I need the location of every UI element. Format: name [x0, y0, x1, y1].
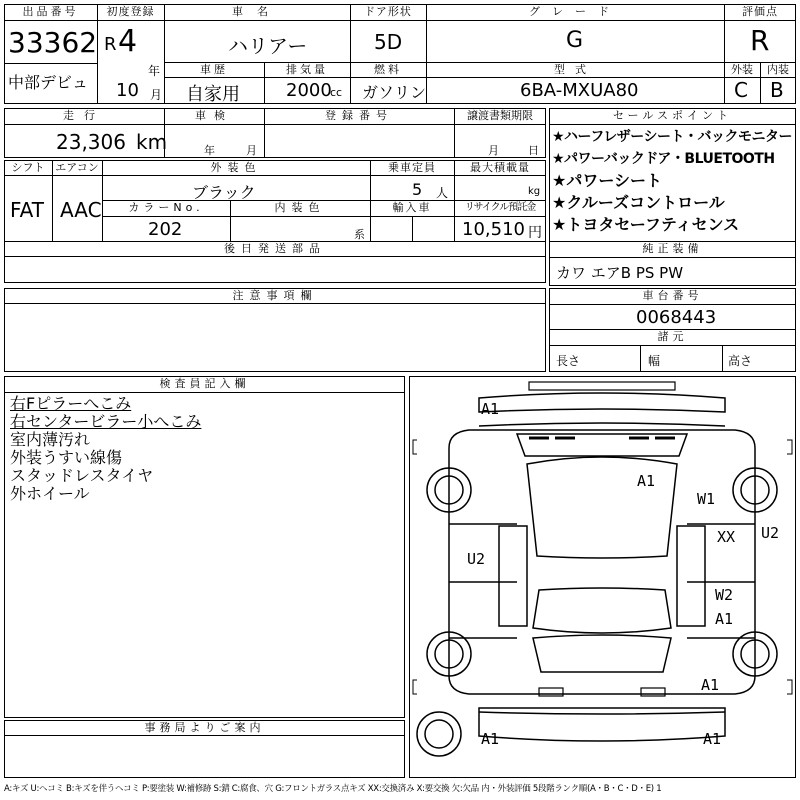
int-score: B — [770, 78, 784, 102]
equipment-value: カワ エアB PS PW — [556, 264, 684, 282]
interior-color-suffix: 系 — [354, 228, 365, 241]
max-load-unit: kg — [528, 186, 541, 197]
inspector-label: 検査員記入欄 — [159, 377, 250, 390]
equipment-label: 純正装備 — [642, 242, 703, 255]
fuel-label: 燃料 — [374, 63, 402, 76]
car-name-label: 車名 — [232, 5, 282, 18]
recycle-value: 10,510 — [462, 219, 525, 240]
door-label: ドア形状 — [364, 5, 412, 18]
mark-a1-rear-left: A1 — [481, 730, 500, 748]
mark-a1-right-rear: A1 — [701, 676, 720, 694]
fuel-value: ガソリン — [362, 83, 427, 102]
sales-label: セールスポイント — [612, 109, 732, 122]
inspector-note: 右センタービラー小へこみ — [10, 412, 202, 431]
sales-point: ★トヨタセーフティセンス — [552, 215, 740, 234]
first-reg-year-unit: 年 — [148, 64, 161, 78]
aircon-label: エアコン — [55, 161, 99, 174]
transfer-day-unit: 日 — [528, 144, 539, 157]
first-reg-month: 10 — [116, 80, 139, 101]
mileage-unit: km — [136, 130, 168, 154]
capacity-unit: 人 — [436, 186, 449, 200]
displacement-unit: cc — [330, 86, 343, 99]
import-label: 輸入車 — [392, 201, 432, 214]
dims-length: 長さ — [556, 354, 581, 368]
mark-w2-right: W2 — [715, 586, 734, 604]
ext-label: 外装 — [731, 63, 753, 76]
recycle-label: リサイクル預託金 — [464, 202, 536, 213]
color-no-label: カラーNo. — [128, 201, 204, 214]
legend-text: A:キズ U:ヘコミ B:キズを伴うヘコミ P:要塗装 W:補修跡 S:錆 C:腐食、穴 G:フロントガラス点キズ XX:交換済み X:要交換 欠:欠品 内・外装評価 5段階ランク順(A・B・C・D・E) 1 — [4, 784, 662, 794]
first-reg-year: 4 — [118, 24, 138, 59]
recycle-unit: 円 — [528, 225, 542, 241]
chassis-label: 車台番号 — [642, 289, 703, 302]
grade-label: グレード — [529, 5, 621, 18]
inspector-note: 右Fピラーへこみ — [10, 394, 132, 413]
mark-u2-right: U2 — [761, 524, 780, 542]
mark-xx-right: XX — [717, 528, 736, 546]
interior-color-label: 内装色 — [274, 201, 326, 214]
transfer-label: 譲渡書類期限 — [467, 109, 533, 122]
lot-label: 出品番号 — [22, 5, 79, 18]
car-diagram — [409, 376, 796, 778]
history-value: 自家用 — [186, 84, 240, 105]
mileage-value: 23,306 — [56, 130, 126, 154]
mileage-label: 走行 — [63, 109, 105, 122]
dims-height: 高さ — [728, 354, 753, 368]
inspector-note: 室内薄汚れ — [10, 430, 91, 449]
inspector-note: 外ホイール — [10, 484, 90, 503]
inspector-note: 外装うすい線傷 — [10, 448, 123, 467]
caution-label: 注意事項欄 — [232, 289, 318, 302]
sales-point: ★パワーバックドア・BLUETOOTH — [552, 151, 775, 167]
model-value: 6BA-MXUA80 — [520, 80, 639, 101]
sales-point: ★クルーズコントロール — [552, 193, 725, 212]
lot-sub: 中部デビュ — [8, 73, 89, 92]
capacity-value: 5 — [412, 180, 423, 199]
exterior-color-label: 外装色 — [210, 161, 262, 174]
exterior-color-value: ブラック — [192, 183, 256, 202]
aircon-value: AAC — [60, 198, 102, 222]
office-label: 事務局よりご案内 — [144, 721, 265, 734]
history-label: 車歴 — [200, 63, 228, 76]
score-value: R — [750, 24, 770, 57]
inspector-note: スタッドレスタイヤ — [10, 466, 154, 485]
inspector-notes — [10, 395, 201, 503]
door-value: 5D — [374, 30, 403, 54]
sales-point: ★パワーシート — [552, 171, 663, 190]
ext-score: C — [734, 78, 748, 102]
first-reg-label: 初度登録 — [106, 5, 155, 18]
score-label: 評価点 — [742, 5, 778, 18]
capacity-label: 乗車定員 — [388, 161, 436, 174]
first-reg-era: R — [104, 34, 117, 55]
shift-label: シフト — [11, 161, 45, 174]
mark-a1-front-left: A1 — [481, 400, 500, 418]
dims-label: 諸元 — [657, 330, 688, 343]
reg-no-label: 登録番号 — [325, 109, 393, 122]
mark-w1-right: W1 — [697, 490, 716, 508]
sales-points-list — [552, 126, 796, 236]
model-label: 型式 — [554, 63, 596, 76]
mark-a1-right-rear-door: A1 — [715, 610, 734, 628]
displacement-label: 排気量 — [286, 63, 328, 76]
mark-a1-roof: A1 — [637, 472, 656, 490]
inspection-label: 車検 — [195, 109, 233, 122]
dims-width: 幅 — [648, 354, 661, 368]
mark-u2-left: U2 — [467, 550, 486, 568]
first-reg-month-unit: 月 — [150, 88, 163, 102]
later-parts-label: 後日発送部品 — [224, 242, 326, 255]
int-label: 内装 — [767, 63, 789, 76]
lot-number: 33362 — [8, 26, 98, 59]
inspection-year-unit: 年 — [204, 144, 215, 157]
sales-point: ★ハーフレザーシート・バックモニター — [552, 129, 793, 145]
chassis-value: 0068443 — [636, 307, 717, 328]
transfer-month-unit: 月 — [488, 144, 499, 157]
shift-value: FAT — [10, 198, 45, 222]
grade-value: G — [566, 28, 584, 53]
inspection-month-unit: 月 — [246, 144, 257, 157]
car-name-value: ハリアー — [228, 34, 308, 58]
displacement-value: 2000 — [286, 80, 332, 101]
mark-a1-rear-right: A1 — [703, 730, 722, 748]
color-no-value: 202 — [148, 219, 183, 240]
max-load-label: 最大積載量 — [470, 161, 530, 174]
